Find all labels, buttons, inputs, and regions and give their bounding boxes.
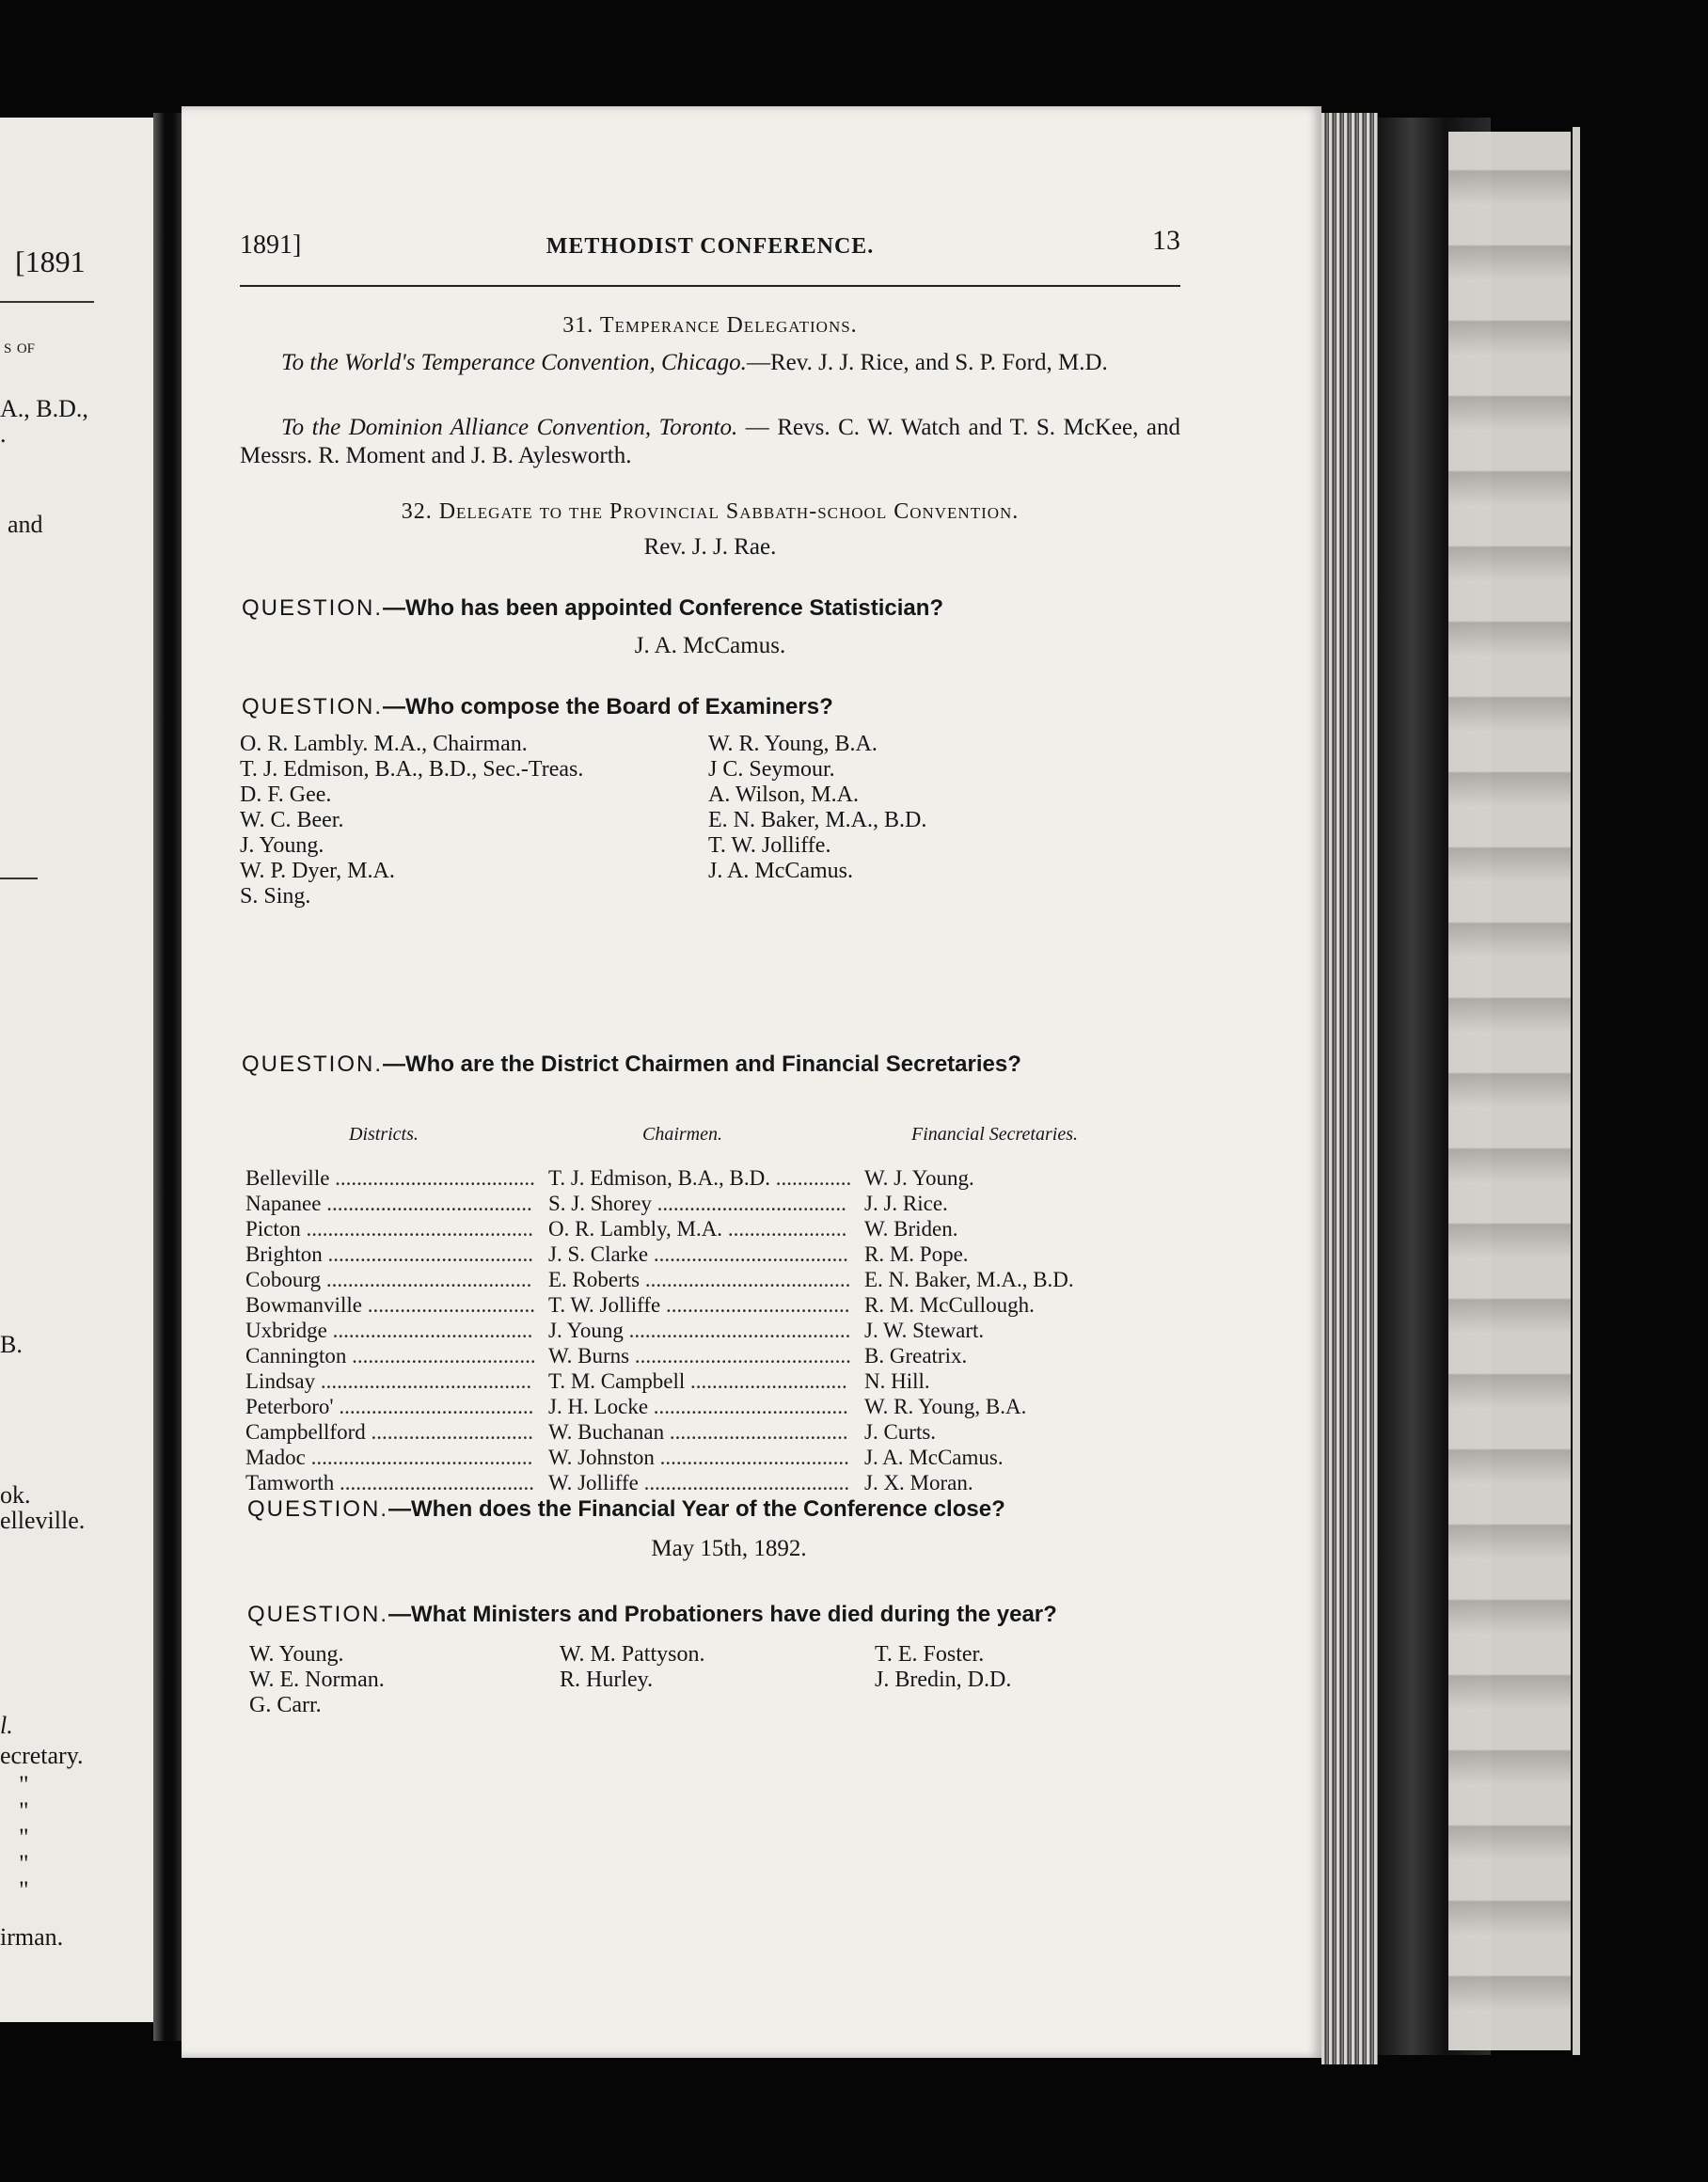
leader-dots: ...................................... [321, 1268, 532, 1291]
financial-secretary: W. R. Young, B.A. [864, 1395, 1027, 1418]
statistician-answer: J. A. McCamus. [634, 633, 786, 658]
leader-dots: ..................................... [329, 1166, 535, 1190]
leader-dots: ...................................... [322, 1242, 534, 1266]
district-name: Belleville [245, 1166, 330, 1190]
district-name: Cannington [245, 1344, 347, 1368]
district-name-cell [245, 1292, 548, 1318]
left-fragment: . [0, 420, 7, 448]
left-fragment: " [19, 1771, 29, 1798]
district-name-cell [245, 1470, 548, 1495]
financial-secretary: J. W. Stewart. [864, 1319, 985, 1342]
leader-dots: ........................................ [629, 1344, 851, 1368]
examiner-name: W. R. Young, B.A. [708, 732, 878, 756]
financial-secretary: B. Greatrix. [864, 1344, 968, 1368]
leader-dots: .................................... [334, 1471, 534, 1494]
financial-secretary-cell [864, 1216, 1165, 1241]
examiner-name: J C. Seymour. [708, 757, 835, 782]
book-page-edges [1448, 132, 1571, 2050]
question-financial-year [247, 1496, 1188, 1523]
left-fragment: s of [4, 334, 36, 357]
left-fragment: ecretary. [0, 1742, 84, 1769]
examiner-name: T. W. Jolliffe. [708, 833, 831, 858]
district-name: Madoc [245, 1446, 306, 1469]
financial-secretary: J. Curts. [864, 1420, 937, 1444]
financial-secretary-cell [864, 1368, 1165, 1394]
question-label: QUESTION. [247, 1602, 389, 1627]
financial-secretary-cell [864, 1292, 1165, 1318]
leader-dots: .................................. [660, 1293, 850, 1317]
district-name-cell [245, 1419, 548, 1445]
leader-dots: ................................. [664, 1420, 848, 1444]
leader-dots: ...................................... [640, 1268, 851, 1291]
section-32-heading: 32. Delegate to the Provincial Sabbath-school Convention. [401, 499, 1020, 524]
page-edge-strips [1321, 113, 1378, 2064]
financial-secretary: E. N. Baker, M.A., B.D. [864, 1268, 1074, 1291]
examiner-name: S. Sing. [240, 884, 311, 909]
leader-dots: ......................................... [623, 1319, 851, 1342]
deceased-name: W. E. Norman. [249, 1668, 385, 1692]
left-page-header: [1891 [15, 245, 86, 278]
question-label: QUESTION. [242, 595, 384, 621]
financial-secretary-cell [864, 1318, 1165, 1343]
districts-table-header [245, 1124, 1165, 1165]
district-name: Campbellford [245, 1420, 366, 1444]
district-name: Tamworth [245, 1471, 335, 1494]
left-fragment: B. [0, 1331, 23, 1358]
district-name: Uxbridge [245, 1319, 327, 1342]
book-edge-highlight [1573, 127, 1580, 2055]
district-name-cell [245, 1267, 548, 1292]
financial-secretary-cell [864, 1241, 1165, 1267]
question-text: —Who has been appointed Conference Statistician? [383, 595, 944, 621]
district-row [245, 1419, 1165, 1445]
examiners-right-column [708, 732, 926, 884]
financial-secretary: N. Hill. [864, 1369, 930, 1393]
district-chairman: W. Burns [548, 1344, 630, 1368]
left-fragment: A., B.D., [0, 395, 88, 422]
district-chairman: E. Roberts [548, 1268, 640, 1291]
deceased-name: W. Young. [249, 1642, 344, 1667]
district-name: Bowmanville [245, 1293, 362, 1317]
district-chairman-cell [548, 1216, 864, 1241]
district-chairman-cell [548, 1394, 864, 1419]
district-row [245, 1368, 1165, 1394]
district-chairman-cell [548, 1419, 864, 1445]
districts-table [245, 1124, 1165, 1495]
district-name-cell [245, 1165, 548, 1191]
district-name: Lindsay [245, 1369, 316, 1393]
question-text: —When does the Financial Year of the Conference close? [388, 1496, 1005, 1522]
died-column-3 [875, 1642, 1011, 1693]
district-chairman-cell [548, 1318, 864, 1343]
examiner-name: T. J. Edmison, B.A., B.D., Sec.-Treas. [240, 757, 584, 782]
died-column-2 [560, 1642, 704, 1693]
district-name: Napanee [245, 1192, 322, 1215]
financial-secretary-cell [864, 1165, 1165, 1191]
district-chairman: J. H. Locke [548, 1395, 649, 1418]
left-fragment: elleville. [0, 1507, 86, 1534]
district-row [245, 1394, 1165, 1419]
examiner-name: W. P. Dyer, M.A. [240, 859, 395, 883]
district-chairman: T. J. Edmison, B.A., B.D. [548, 1166, 770, 1190]
leader-dots: ....................................... [315, 1369, 532, 1393]
section-32-answer: Rev. J. J. Rae. [643, 534, 777, 560]
running-head-title: METHODIST CONFERENCE. [546, 234, 875, 259]
examiner-name: E. N. Baker, M.A., B.D. [708, 808, 927, 832]
financial-secretary: W. J. Young. [864, 1166, 974, 1190]
financial-secretary: J. A. McCamus. [864, 1446, 1004, 1469]
financial-secretary-cell [864, 1343, 1165, 1368]
left-fragment: ok. [0, 1481, 31, 1509]
left-fragment: and [8, 511, 43, 538]
financial-secretary: R. M. McCullough. [864, 1293, 1035, 1317]
header-financial-secretaries: Financial Secretaries. [911, 1124, 1078, 1145]
deceased-name: R. Hurley. [560, 1668, 654, 1692]
district-chairman: J. Young [548, 1319, 624, 1342]
examiner-name: A. Wilson, M.A. [708, 783, 859, 807]
section-31-p2-lead: To the Dominion Alliance Convention, Toronto. [281, 415, 738, 440]
examiner-name: O. R. Lambly. M.A., Chairman. [240, 732, 528, 756]
page-number: 13 [1152, 225, 1180, 256]
district-row [245, 1241, 1165, 1267]
section-31-p1-lead: To the World's Temperance Convention, Chicago. [281, 350, 747, 375]
district-row [245, 1216, 1165, 1241]
district-chairman-cell [548, 1191, 864, 1216]
district-row [245, 1191, 1165, 1216]
district-chairman-cell [548, 1445, 864, 1470]
leader-dots: ............................... [361, 1293, 535, 1317]
leader-dots: .............. [769, 1166, 852, 1190]
district-name-cell [245, 1368, 548, 1394]
examiner-name: W. C. Beer. [240, 808, 344, 832]
financial-secretary-cell [864, 1445, 1165, 1470]
district-name-cell [245, 1318, 548, 1343]
districts-table-body [245, 1165, 1165, 1495]
leader-dots: ...................... [722, 1217, 847, 1241]
left-fragment: " [19, 1850, 29, 1877]
leader-dots: ...................................... [638, 1471, 850, 1494]
question-examiners [242, 694, 1182, 720]
examiner-name: J. A. McCamus. [708, 859, 854, 883]
financial-year-answer: May 15th, 1892. [651, 1536, 807, 1561]
running-head-year: 1891] [240, 230, 302, 260]
deceased-name: W. M. Pattyson. [560, 1642, 705, 1667]
header-chairmen: Chairmen. [642, 1124, 722, 1145]
district-chairman: T. W. Jolliffe [548, 1293, 661, 1317]
left-fragment: " [19, 1824, 29, 1851]
district-chairman: J. S. Clarke [548, 1242, 649, 1266]
district-row [245, 1292, 1165, 1318]
examiner-name: J. Young. [240, 833, 324, 858]
section-31-heading: 31. Temperance Delegations. [562, 313, 858, 338]
running-head [240, 225, 1180, 268]
question-died [247, 1602, 1188, 1628]
district-chairman-cell [548, 1241, 864, 1267]
district-chairman-cell [548, 1368, 864, 1394]
district-row [245, 1267, 1165, 1292]
leader-dots: ......................................... [305, 1446, 533, 1469]
left-facing-page [0, 118, 153, 2022]
financial-secretary-cell [864, 1419, 1165, 1445]
district-chairman-cell [548, 1292, 864, 1318]
leader-dots: .................................... [648, 1242, 848, 1266]
leader-dots: ................................... [654, 1446, 849, 1469]
left-fragment: l. [0, 1712, 13, 1739]
deceased-name: T. E. Foster. [875, 1642, 985, 1667]
district-chairman: W. Buchanan [548, 1420, 665, 1444]
district-chairman-cell [548, 1267, 864, 1292]
left-page-dash [0, 878, 38, 879]
question-label: QUESTION. [247, 1496, 389, 1522]
district-chairman-cell [548, 1165, 864, 1191]
leader-dots: ..................................... [326, 1319, 533, 1342]
financial-secretary: J. X. Moran. [864, 1471, 973, 1494]
deceased-name: J. Bredin, D.D. [875, 1668, 1012, 1692]
header-rule [240, 285, 1180, 287]
header-districts: Districts. [349, 1124, 419, 1145]
leader-dots: .............................. [365, 1420, 533, 1444]
left-fragment: irman. [0, 1923, 64, 1951]
section-31-p1-rest: —Rev. J. J. Rice, and S. P. Ford, M.D. [746, 350, 1108, 375]
financial-secretary: R. M. Pope. [864, 1242, 969, 1266]
district-name-cell [245, 1241, 548, 1267]
district-row [245, 1318, 1165, 1343]
question-label: QUESTION. [242, 694, 384, 719]
district-name: Cobourg [245, 1268, 322, 1291]
financial-secretary-cell [864, 1394, 1165, 1419]
question-districts [242, 1051, 1182, 1078]
question-text: —Who are the District Chairmen and Financial Secretaries? [383, 1051, 1021, 1077]
district-name: Picton [245, 1217, 301, 1241]
main-page [182, 106, 1321, 2058]
financial-secretary-cell [864, 1191, 1165, 1216]
died-column-1 [249, 1642, 385, 1718]
district-chairman: O. R. Lambly, M.A. [548, 1217, 723, 1241]
question-statistician [242, 595, 1182, 622]
section-31-paragraph-2 [240, 414, 1180, 470]
financial-secretary: J. J. Rice. [864, 1192, 948, 1215]
district-row [245, 1165, 1165, 1191]
district-row [245, 1445, 1165, 1470]
question-text: —What Ministers and Probationers have died during the year? [388, 1602, 1057, 1627]
deceased-name: G. Carr. [249, 1693, 322, 1717]
left-page-rule [0, 301, 94, 303]
financial-secretary-cell [864, 1470, 1165, 1495]
section-31-p2-rest: — Revs. C. W. Watch and T. S. McKee, and Messrs. R. Moment and J. B. Aylesworth. [240, 415, 1180, 468]
leader-dots: .................................. [346, 1344, 536, 1368]
district-name: Peterboro' [245, 1395, 334, 1418]
district-name: Brighton [245, 1242, 323, 1266]
left-fragment: " [19, 1876, 29, 1904]
district-chairman: T. M. Campbell [548, 1369, 686, 1393]
left-fragment: " [19, 1797, 29, 1825]
examiner-name: D. F. Gee. [240, 783, 332, 807]
examiners-left-column [240, 732, 583, 909]
leader-dots: .................................... [333, 1395, 534, 1418]
section-31-paragraph-1 [240, 349, 1180, 377]
leader-dots: .................................... [648, 1395, 848, 1418]
leader-dots: ............................. [685, 1369, 847, 1393]
book-gutter [153, 113, 182, 2041]
district-name-cell [245, 1394, 548, 1419]
district-chairman-cell [548, 1343, 864, 1368]
district-chairman: S. J. Shorey [548, 1192, 652, 1215]
district-row [245, 1470, 1165, 1495]
question-label: QUESTION. [242, 1051, 384, 1077]
district-chairman: W. Johnston [548, 1446, 655, 1469]
leader-dots: ................................... [651, 1192, 846, 1215]
leader-dots: ...................................... [321, 1192, 532, 1215]
district-name-cell [245, 1191, 548, 1216]
question-text: —Who compose the Board of Examiners? [383, 694, 833, 719]
district-name-cell [245, 1343, 548, 1368]
district-name-cell [245, 1216, 548, 1241]
financial-secretary: W. Briden. [864, 1217, 958, 1241]
district-chairman-cell [548, 1470, 864, 1495]
financial-secretary-cell [864, 1267, 1165, 1292]
district-name-cell [245, 1445, 548, 1470]
district-row [245, 1343, 1165, 1368]
leader-dots: .......................................... [300, 1217, 534, 1241]
district-chairman: W. Jolliffe [548, 1471, 639, 1494]
